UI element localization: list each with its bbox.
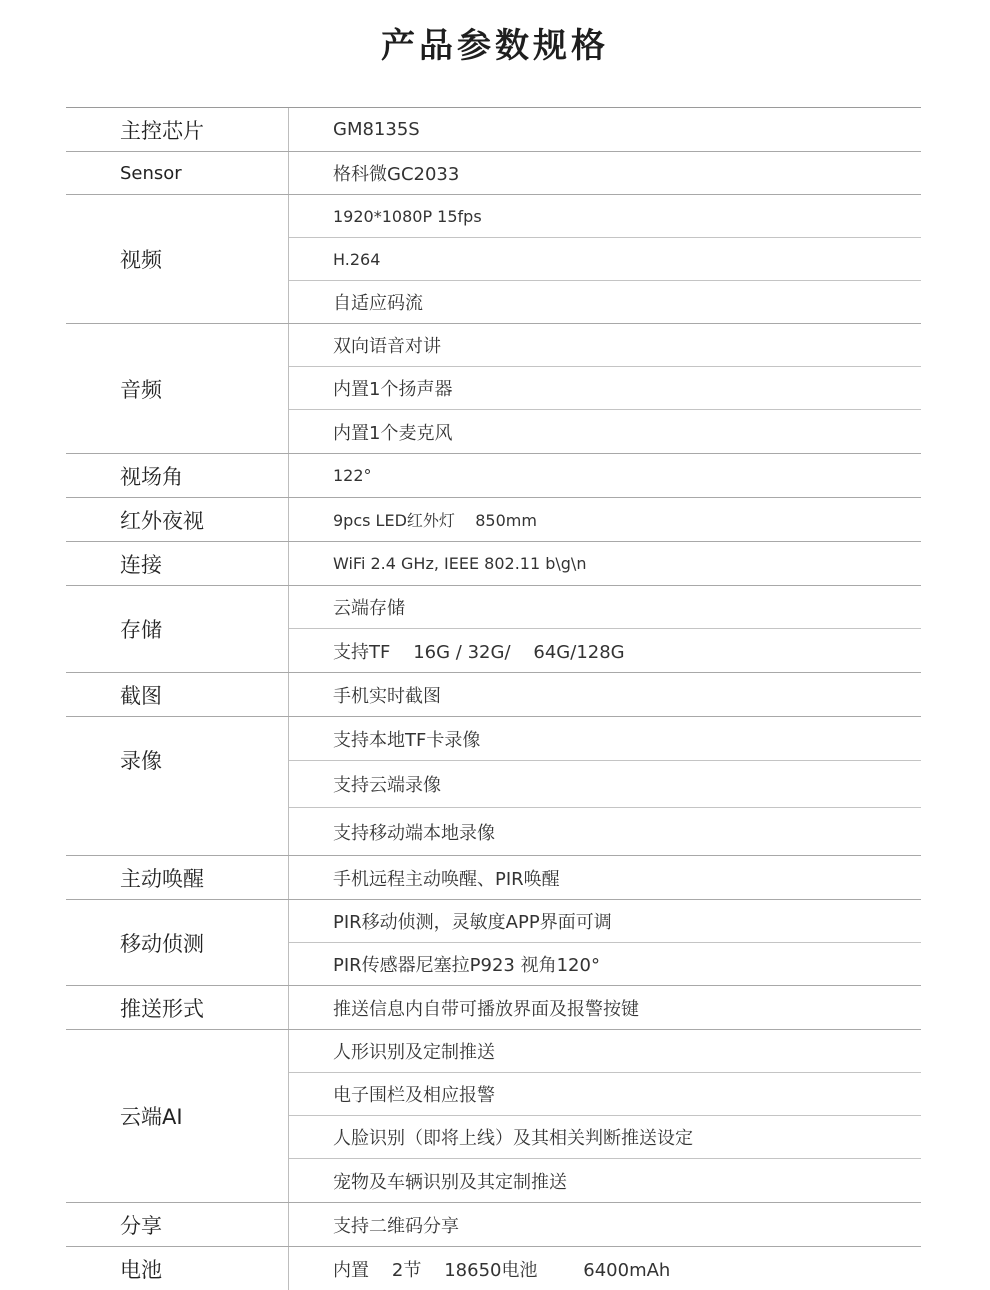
spec-row-motion [66, 900, 921, 986]
spec-label: 主控芯片 [66, 108, 289, 151]
spec-value: 支持云端录像 [289, 761, 921, 808]
page-title: 产品参数规格 [381, 26, 609, 66]
spec-label: 主动唤醒 [66, 856, 289, 899]
spec-value: PIR传感器尼塞拉P923 视角120° [333, 955, 600, 976]
spec-row-cloud-ai [66, 1030, 921, 1203]
spec-row-share [66, 1203, 921, 1247]
spec-label: 视场角 [66, 454, 289, 497]
spec-value: 手机远程主动唤醒、PIR唤醒 [333, 868, 560, 890]
spec-row-fov [66, 454, 921, 498]
spec-row-snapshot [66, 673, 921, 717]
spec-label: 音频 [66, 324, 289, 453]
spec-label: 移动侦测 [66, 900, 289, 985]
spec-value: 格科微GC2033 [333, 164, 460, 185]
spec-row-recording [66, 717, 921, 856]
spec-value: GM8135S [333, 119, 420, 140]
spec-value: 双向语音对讲 [289, 324, 921, 367]
spec-value: 122° [333, 466, 372, 485]
spec-label: 存储 [66, 586, 289, 672]
spec-label: 视频 [66, 195, 289, 323]
spec-value: 人脸识别（即将上线）及其相关判断推送设定 [289, 1116, 921, 1159]
spec-label: 连接 [66, 542, 289, 585]
spec-value: 推送信息内自带可播放界面及报警按键 [333, 998, 639, 1020]
spec-row-sensor [66, 152, 921, 195]
spec-value: 电子围栏及相应报警 [289, 1073, 921, 1116]
spec-value: 人形识别及定制推送 [289, 1030, 921, 1073]
spec-label: 分享 [66, 1203, 289, 1246]
spec-value: WiFi 2.4 GHz, IEEE 802.11 b\g\n [333, 554, 587, 573]
spec-value: 手机实时截图 [333, 685, 441, 707]
spec-label: 云端AI [66, 1030, 289, 1202]
spec-value: 1920*1080P 15fps [289, 195, 921, 238]
spec-value: PIR移动侦测，灵敏度APP界面可调 [289, 900, 921, 943]
spec-value: 内置1个扬声器 [289, 367, 921, 410]
spec-label: 录像 [66, 717, 289, 855]
spec-value: 内置 2节 18650电池 6400mAh [333, 1259, 671, 1281]
spec-value: 9pcs LED红外灯 850mm [333, 511, 537, 530]
spec-label: 截图 [66, 673, 289, 716]
spec-table [66, 107, 921, 1290]
spec-value: 云端存储 [289, 586, 921, 629]
spec-row-chip [66, 108, 921, 152]
spec-value: 支持TF 16G / 32G/ 64G/128G [333, 641, 625, 663]
spec-label: Sensor [66, 152, 289, 194]
spec-value: 宠物及车辆识别及其定制推送 [333, 1171, 567, 1193]
spec-value: 内置1个麦克风 [333, 422, 453, 444]
spec-value: H.264 [289, 238, 921, 281]
spec-row-storage [66, 586, 921, 673]
spec-row-connectivity [66, 542, 921, 586]
spec-value: 自适应码流 [333, 293, 423, 314]
spec-label: 电池 [66, 1247, 289, 1290]
spec-row-audio [66, 324, 921, 454]
spec-label: 红外夜视 [66, 498, 289, 541]
spec-row-ir [66, 498, 921, 542]
spec-value: 支持二维码分享 [333, 1215, 459, 1237]
spec-row-push [66, 986, 921, 1030]
spec-row-video [66, 195, 921, 324]
spec-row-wakeup [66, 856, 921, 900]
spec-row-battery [66, 1247, 921, 1290]
spec-value: 支持移动端本地录像 [333, 822, 495, 844]
spec-label: 推送形式 [66, 986, 289, 1029]
spec-value: 支持本地TF卡录像 [289, 717, 921, 761]
